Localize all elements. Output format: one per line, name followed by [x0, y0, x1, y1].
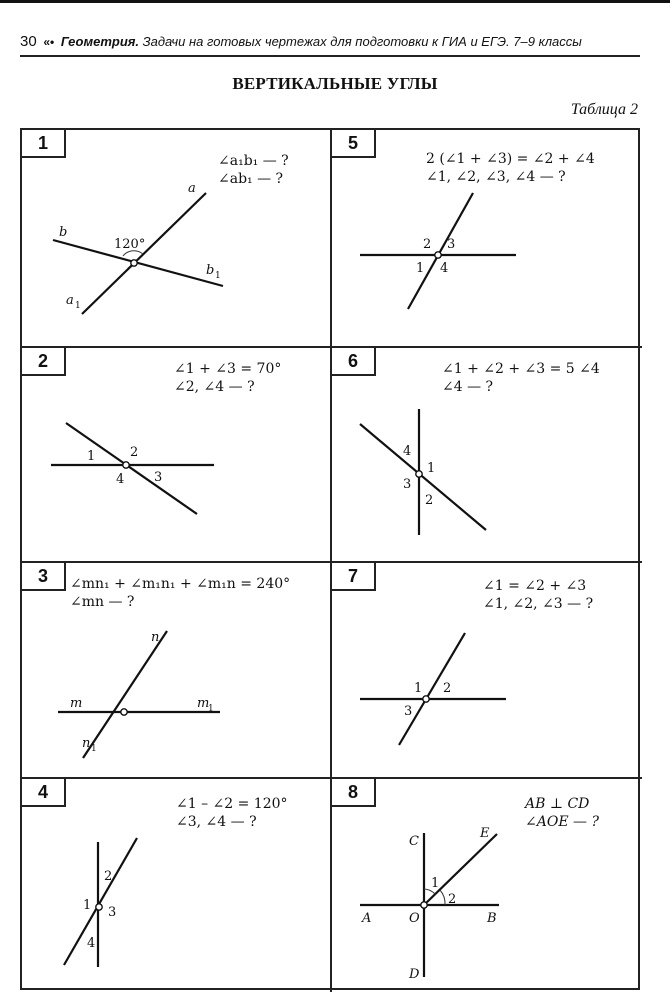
condition-line: ∠AOE — ?: [525, 813, 599, 830]
condition-line: ∠4 — ?: [442, 378, 494, 395]
angle-label-3: 3: [154, 469, 163, 485]
label-A: A: [362, 910, 372, 926]
problem-number: 8: [332, 779, 376, 807]
angle-label-2: 2: [448, 891, 457, 907]
problem-number: 2: [22, 348, 66, 376]
condition-line: ∠2, ∠4 — ?: [174, 378, 255, 395]
intersecting-lines-figure: [22, 130, 332, 346]
label-b: b: [59, 225, 68, 240]
page-number: 30: [20, 33, 37, 50]
label-B: B: [487, 910, 497, 926]
intersecting-lines-figure: [332, 130, 642, 346]
svg-text:1: 1: [91, 744, 97, 754]
angle-label-1: 1: [414, 681, 423, 696]
label-D: D: [409, 966, 420, 982]
condition-line: ∠1, ∠2, ∠3 — ?: [483, 596, 594, 612]
angle-label-3: 3: [404, 704, 413, 719]
angle-label-4: 4: [87, 935, 96, 951]
label-b1: b: [206, 263, 215, 278]
label-m1: m: [197, 696, 210, 711]
angle-label-2: 2: [423, 237, 432, 252]
scan-top-edge: [0, 0, 670, 3]
problem-number: 4: [22, 779, 66, 807]
condition-line: ∠3, ∠4 — ?: [176, 813, 257, 830]
label-a1: a: [66, 293, 74, 308]
condition-line: ∠a₁b₁ — ?: [218, 153, 289, 169]
book-title: Геометрия.: [60, 34, 140, 49]
angle-label-2: 2: [443, 681, 452, 696]
svg-text:1: 1: [75, 301, 81, 311]
condition-line: ∠1, ∠2, ∠3, ∠4 — ?: [426, 169, 566, 185]
condition-line: ∠1 + ∠3 = 70°: [174, 360, 282, 377]
table-label: Таблица 2: [570, 101, 638, 118]
problem-8: [332, 777, 642, 993]
intersecting-lines-figure: [22, 779, 332, 995]
perpendicular-lines-figure: [332, 779, 642, 995]
problem-2: [22, 346, 332, 562]
angle-label-2: 2: [104, 868, 113, 884]
angle-label-4: 4: [403, 443, 412, 459]
section-title: ВЕРТИКАЛЬНЫЕ УГЛЫ: [232, 74, 438, 93]
angle-value: 120°: [114, 237, 146, 252]
label-a: a: [188, 181, 196, 196]
svg-text:1: 1: [215, 271, 221, 281]
angle-label-3: 3: [447, 237, 456, 252]
problem-number: 6: [332, 348, 376, 376]
label-E: E: [480, 825, 490, 841]
intersecting-lines-figure: [332, 563, 642, 779]
problem-number: 1: [22, 130, 66, 158]
problem-6: [332, 346, 642, 562]
angle-label-4: 4: [116, 471, 125, 487]
problem-4: [22, 777, 332, 993]
problem-table: [20, 128, 640, 990]
problem-3: [22, 561, 332, 777]
condition-line: ∠mn₁ + ∠m₁n₁ + ∠m₁n = 240°: [70, 576, 291, 592]
condition-line: ∠1 – ∠2 = 120°: [176, 795, 288, 812]
angle-label-2: 2: [130, 444, 139, 460]
condition-line: 2 (∠1 + ∠3) = ∠2 + ∠4: [426, 151, 595, 167]
running-head: [20, 33, 640, 57]
label-n1: n: [82, 736, 91, 751]
angle-label-1: 1: [431, 875, 440, 891]
problem-7: [332, 561, 642, 777]
angle-label-1: 1: [83, 897, 92, 913]
angle-label-1: 1: [416, 261, 425, 276]
condition-line: ∠mn — ?: [70, 594, 135, 610]
problem-1: [22, 130, 332, 346]
label-m: m: [70, 696, 83, 711]
condition-line: AB ⊥ CD: [525, 795, 590, 812]
book-subtitle: Задачи на готовых чертежах для подготовки к ГИА и ЕГЭ. 7–9 классы: [142, 34, 582, 49]
condition-line: ∠1 = ∠2 + ∠3: [483, 578, 587, 594]
condition-line: ∠ab₁ — ?: [218, 171, 284, 187]
problem-number: 7: [332, 563, 376, 591]
label-C: C: [409, 833, 419, 849]
label-O: O: [409, 910, 420, 926]
problem-5: [332, 130, 642, 346]
angle-label-1: 1: [87, 448, 96, 464]
problem-number: 5: [332, 130, 376, 158]
problem-number: 3: [22, 563, 66, 591]
intersecting-lines-figure: [22, 348, 332, 564]
angle-label-1: 1: [427, 460, 436, 476]
angle-label-4: 4: [440, 261, 449, 276]
angle-label-3: 3: [108, 904, 117, 920]
intersecting-lines-figure: [22, 563, 332, 779]
angle-label-2: 2: [425, 492, 434, 508]
intersecting-lines-figure: [332, 348, 642, 564]
bullet-marks: «•: [43, 35, 55, 49]
condition-line: ∠1 + ∠2 + ∠3 = 5 ∠4: [442, 360, 600, 377]
label-n: n: [151, 630, 160, 645]
svg-text:1: 1: [208, 704, 214, 714]
angle-label-3: 3: [403, 476, 412, 492]
